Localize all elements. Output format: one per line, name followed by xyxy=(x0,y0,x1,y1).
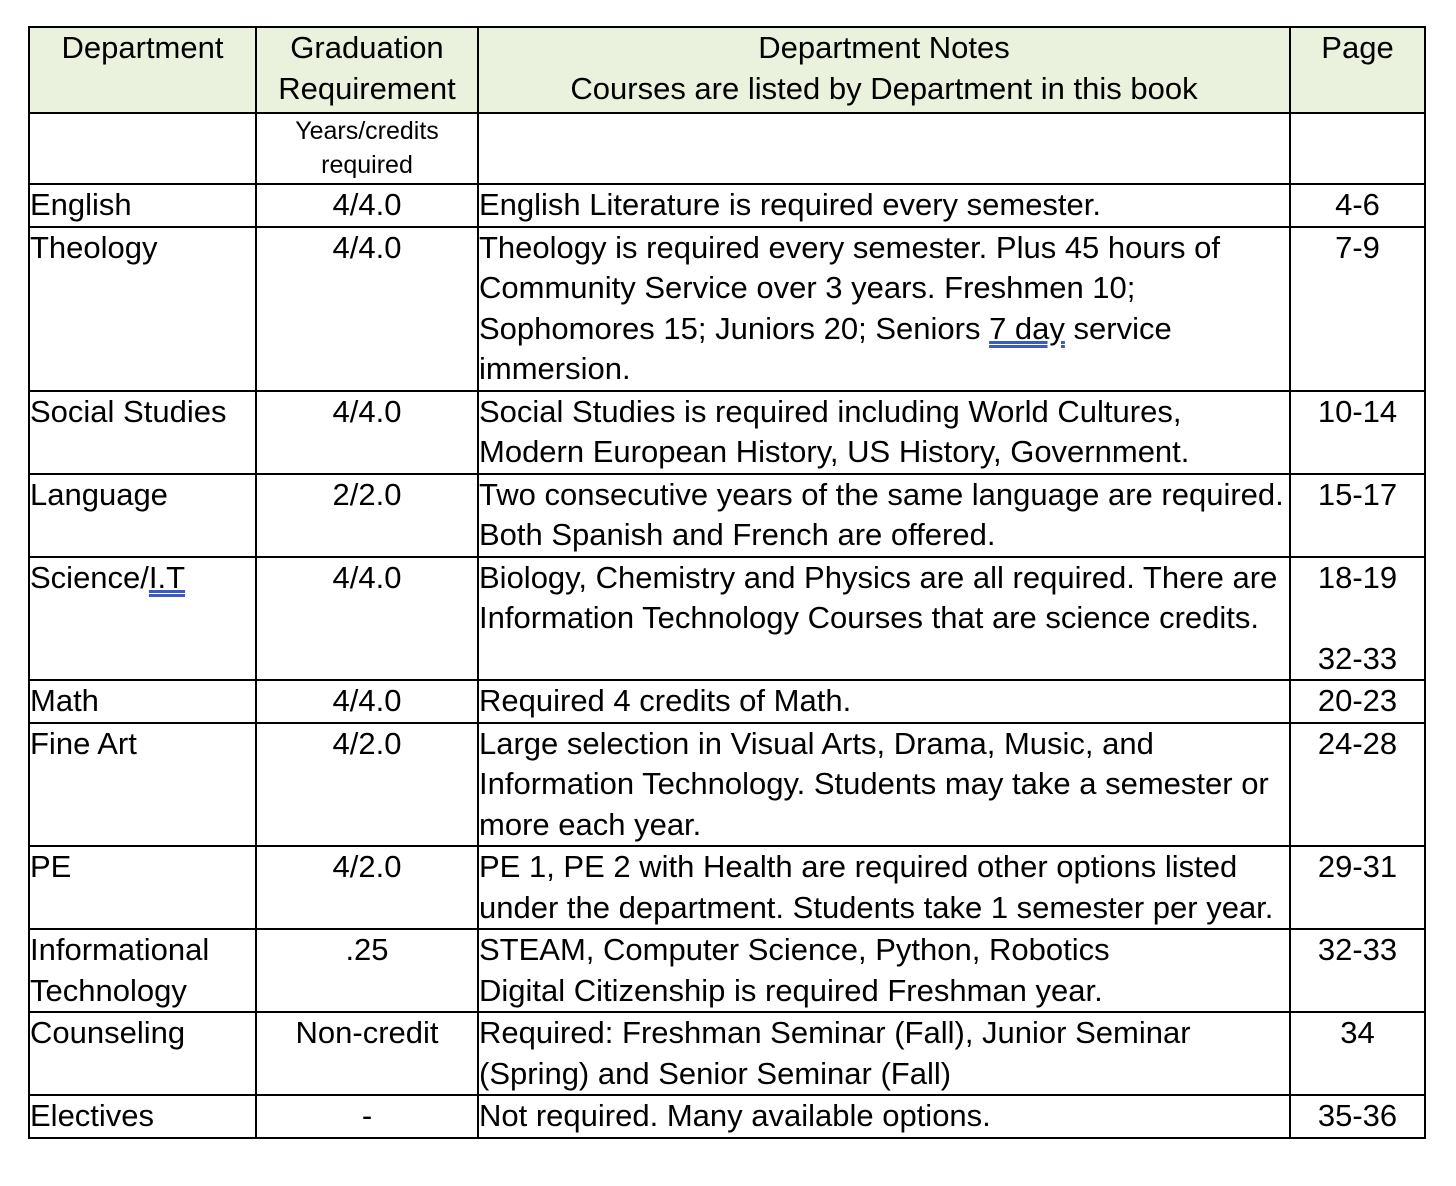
notes-cell: PE 1, PE 2 with Health are required other options listed under the department. Students take 1 semester per year. xyxy=(478,846,1290,929)
page-cell: 20-23 xyxy=(1290,680,1425,723)
table-row xyxy=(29,184,1425,227)
page-cell: 4-6 xyxy=(1290,184,1425,227)
page-cell: 32-33 xyxy=(1290,929,1425,1012)
notes-cell: English Literature is required every semester. xyxy=(478,184,1290,227)
subheader-req-line2: required xyxy=(321,151,413,179)
table-row xyxy=(29,557,1425,681)
department-cell: Electives xyxy=(29,1095,256,1138)
requirement-cell: 4/4.0 xyxy=(256,557,478,681)
notes-cell: Social Studies is required including World Cultures, Modern European History, US History, Government. xyxy=(478,391,1290,474)
header-page: Page xyxy=(1290,27,1425,113)
notes-text: Digital Citizenship is required Freshman year. xyxy=(479,972,1103,1008)
department-cell: English xyxy=(29,184,256,227)
requirement-cell: 4/4.0 xyxy=(256,184,478,227)
header-notes-line2: Courses are listed by Department in this book xyxy=(570,70,1198,106)
department-cell xyxy=(29,557,256,681)
header-graduation-requirement xyxy=(256,27,478,113)
table-row xyxy=(29,474,1425,557)
notes-underlined-text: 7 day xyxy=(989,310,1065,346)
page-text: 32-33 xyxy=(1317,640,1398,676)
page-cell: 15-17 xyxy=(1290,474,1425,557)
page-cell: 10-14 xyxy=(1290,391,1425,474)
requirement-cell: 4/2.0 xyxy=(256,846,478,929)
page-cell: 24-28 xyxy=(1290,723,1425,847)
subheader-row xyxy=(29,113,1425,184)
notes-cell: Two consecutive years of the same language are required. Both Spanish and French are offered. xyxy=(478,474,1290,557)
notes-cell xyxy=(478,929,1290,1012)
page-cell: 7-9 xyxy=(1290,227,1425,391)
table-row xyxy=(29,391,1425,474)
department-cell: Counseling xyxy=(29,1012,256,1095)
requirement-cell: - xyxy=(256,1095,478,1138)
subheader-requirement xyxy=(256,113,478,184)
notes-text: Theology is required every semester. Plus 45 hours of Community Service over 3 years. Freshmen 10; Sophomores 15; Juniors 20; Seniors xyxy=(479,229,1220,346)
page-cell: 29-31 xyxy=(1290,846,1425,929)
header-notes-line1: Department Notes xyxy=(758,30,1010,65)
notes-cell: Required: Freshman Seminar (Fall), Junior Seminar (Spring) and Senior Seminar (Fall) xyxy=(478,1012,1290,1095)
department-cell: Language xyxy=(29,474,256,557)
notes-cell xyxy=(478,227,1290,391)
notes-text: STEAM, Computer Science, Python, Robotics xyxy=(479,932,1110,967)
notes-cell: Required 4 credits of Math. xyxy=(478,680,1290,723)
requirement-cell: 4/4.0 xyxy=(256,227,478,391)
header-department: Department xyxy=(29,27,256,113)
table-row xyxy=(29,1095,1425,1138)
requirement-cell: .25 xyxy=(256,929,478,1012)
table-row xyxy=(29,929,1425,1012)
header-department-notes xyxy=(478,27,1290,113)
notes-cell: Biology, Chemistry and Physics are all required. There are Information Technology Courses that are science credits. xyxy=(478,557,1290,681)
header-row xyxy=(29,27,1425,113)
requirement-cell: Non-credit xyxy=(256,1012,478,1095)
department-cell: Theology xyxy=(29,227,256,391)
notes-cell: Large selection in Visual Arts, Drama, Music, and Information Technology. Students may take a semester or more each year. xyxy=(478,723,1290,847)
department-text: Science/ xyxy=(30,559,149,595)
page-cell: 34 xyxy=(1290,1012,1425,1095)
header-graduation-line2: Requirement xyxy=(278,70,456,106)
table-row xyxy=(29,227,1425,391)
subheader-empty xyxy=(478,113,1290,184)
notes-text: service immersion. xyxy=(479,310,1172,386)
table-row xyxy=(29,680,1425,723)
department-underlined-text: I.T xyxy=(148,559,186,595)
subheader-req-line1: Years/credits xyxy=(295,117,439,145)
requirement-cell: 4/2.0 xyxy=(256,723,478,847)
requirements-table xyxy=(28,26,1426,1139)
department-cell: Math xyxy=(29,680,256,723)
requirement-cell: 2/2.0 xyxy=(256,474,478,557)
requirement-cell: 4/4.0 xyxy=(256,680,478,723)
page-text: 18-19 xyxy=(1317,559,1398,595)
notes-cell: Not required. Many available options. xyxy=(478,1095,1290,1138)
department-cell: Informational Technology xyxy=(29,929,256,1012)
subheader-empty xyxy=(1290,113,1425,184)
page-cell xyxy=(1290,557,1425,681)
table-row xyxy=(29,723,1425,847)
header-graduation-line1: Graduation xyxy=(290,30,444,65)
subheader-empty xyxy=(29,113,256,184)
department-cell: Fine Art xyxy=(29,723,256,847)
page-cell: 35-36 xyxy=(1290,1095,1425,1138)
department-cell: PE xyxy=(29,846,256,929)
requirement-cell: 4/4.0 xyxy=(256,391,478,474)
table-row xyxy=(29,1012,1425,1095)
department-cell: Social Studies xyxy=(29,391,256,474)
table-row xyxy=(29,846,1425,929)
